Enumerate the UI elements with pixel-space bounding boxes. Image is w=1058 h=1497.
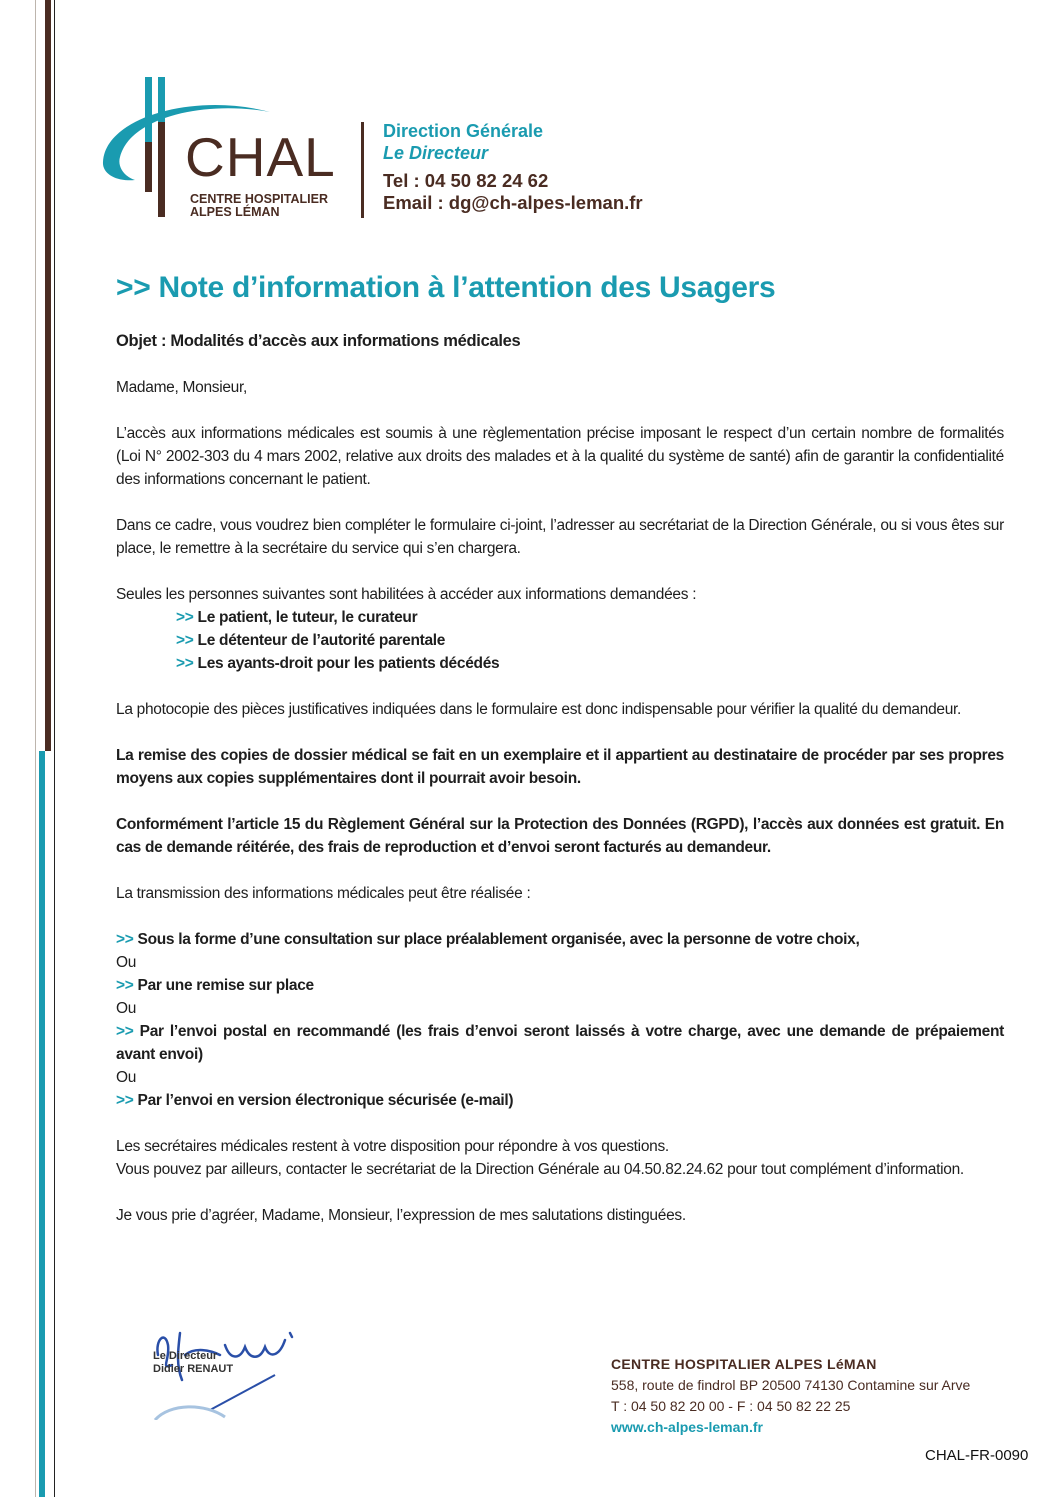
page-title: >> Note d’information à l’attention des Usagers	[116, 271, 776, 304]
arrow-icon: >>	[116, 977, 134, 994]
arrow-icon: >>	[116, 931, 134, 948]
authorized-list	[116, 606, 1004, 675]
paragraph-transmission-intro: La transmission des informations médicales peut être réalisée :	[116, 885, 531, 902]
transmission-option: >> Par l’envoi postal en recommandé (les frais d’envoi seront laissés à votre charge, avec une demande de prépaiement avant envoi)	[116, 1023, 1004, 1063]
left-brown-bar	[45, 0, 51, 751]
arrow-icon: >>	[176, 655, 194, 672]
logo-subtitle: CENTRE HOSPITALIER ALPES LÉMAN	[190, 192, 328, 219]
signatory-block	[153, 1350, 233, 1376]
paragraph-secretaries: Les secrétaires médicales restent à votre disposition pour répondre à vos questions.	[116, 1138, 669, 1155]
left-black-rule	[54, 0, 55, 1497]
footer-phone: T : 04 50 82 20 00 - F : 04 50 82 22 25	[611, 1398, 851, 1414]
paragraph-legal: L’accès aux informations médicales est soumis à une règlementation précise imposant le respect d’un certain nombre de formalités (Loi N° 2002-303 du 4 mars 2002, relative aux droits des malades et à la qualité du système de santé) afin de garantir la confidentialité des informations concernant le patient.	[116, 425, 1004, 488]
header-tel: Tel : 04 50 82 24 62	[383, 170, 549, 191]
transmission-option: >> Par l’envoi en version électronique sécurisée (e-mail)	[116, 1092, 514, 1109]
arrow-icon: >>	[116, 1092, 134, 1109]
transmission-option: >> Par une remise sur place	[116, 977, 314, 994]
paragraph-photocopy: La photocopie des pièces justificatives indiquées dans le formulaire est donc indispensable pour vérifier la qualité du demandeur.	[116, 701, 962, 718]
footer-org: CENTRE HOSPITALIER ALPES LéMAN	[611, 1356, 877, 1372]
closing-formula: Je vous prie d’agréer, Madame, Monsieur, l’expression de mes salutations distinguées.	[116, 1207, 686, 1224]
signatory-name: Didier RENAUT	[153, 1363, 234, 1375]
left-margin-rule	[35, 0, 36, 1497]
department-label: Direction Générale	[383, 121, 544, 141]
or-separator: Ou	[116, 1069, 137, 1086]
arrow-icon: >>	[116, 1023, 134, 1040]
arrow-icon: >>	[176, 632, 194, 649]
letter-body	[116, 330, 1004, 1227]
header-email: Email : dg@ch-alpes-leman.fr	[383, 192, 643, 213]
signatory-role: Le Directeur	[153, 1350, 218, 1362]
or-separator: Ou	[116, 1000, 137, 1017]
role-label: Le Directeur	[383, 143, 489, 163]
paragraph-contact: Vous pouvez par ailleurs, contacter le secrétariat de la Direction Générale au 04.50.82.24.62 pour tout complément d’information.	[116, 1161, 964, 1178]
list-item: >> Le détenteur de l’autorité parentale	[176, 632, 446, 649]
or-separator: Ou	[116, 954, 137, 971]
footer-address-block	[611, 1354, 970, 1438]
left-teal-bar	[39, 751, 45, 1497]
paragraph-rgpd: Conformément l’article 15 du Règlement Général sur la Protection des Données (RGPD), l’accès aux données est gratuit. En cas de demande réitérée, des frais de reproduction et d’envoi seront facturés au demandeur.	[116, 816, 1004, 856]
logo-wordmark: CHAL	[185, 126, 336, 188]
transmission-option: >> Sous la forme d’une consultation sur place préalablement organisée, avec la personne de votre choix,	[116, 931, 860, 948]
object-line: Objet : Modalités d’accès aux informations médicales	[116, 332, 521, 350]
footer-address: 558, route de findrol BP 20500 74130 Contamine sur Arve	[611, 1377, 971, 1393]
header-contact-block	[383, 120, 643, 214]
paragraph-authorized-intro: Seules les personnes suivantes sont habilitées à accéder aux informations demandées :	[116, 586, 697, 603]
header-divider	[361, 122, 364, 218]
list-item: >> Les ayants-droit pour les patients décédés	[176, 655, 500, 672]
arrow-icon: >>	[176, 609, 194, 626]
footer-website-link[interactable]: www.ch-alpes-leman.fr	[611, 1419, 763, 1435]
salutation: Madame, Monsieur,	[116, 379, 248, 396]
document-reference: CHAL-FR-0090	[925, 1447, 1029, 1464]
paragraph-copies: La remise des copies de dossier médical se fait en un exemplaire et il appartient au destinataire de procéder par ses propres moyens aux copies supplémentaires dont il pourrait avoir besoin.	[116, 747, 1004, 787]
paragraph-form: Dans ce cadre, vous voudrez bien compléter le formulaire ci-joint, l’adresser au secrétariat de la Direction Générale, ou si vous êtes sur place, le remettre à la secrétaire du service qui s’en chargera.	[116, 517, 1004, 557]
list-item: >> Le patient, le tuteur, le curateur	[176, 609, 418, 626]
